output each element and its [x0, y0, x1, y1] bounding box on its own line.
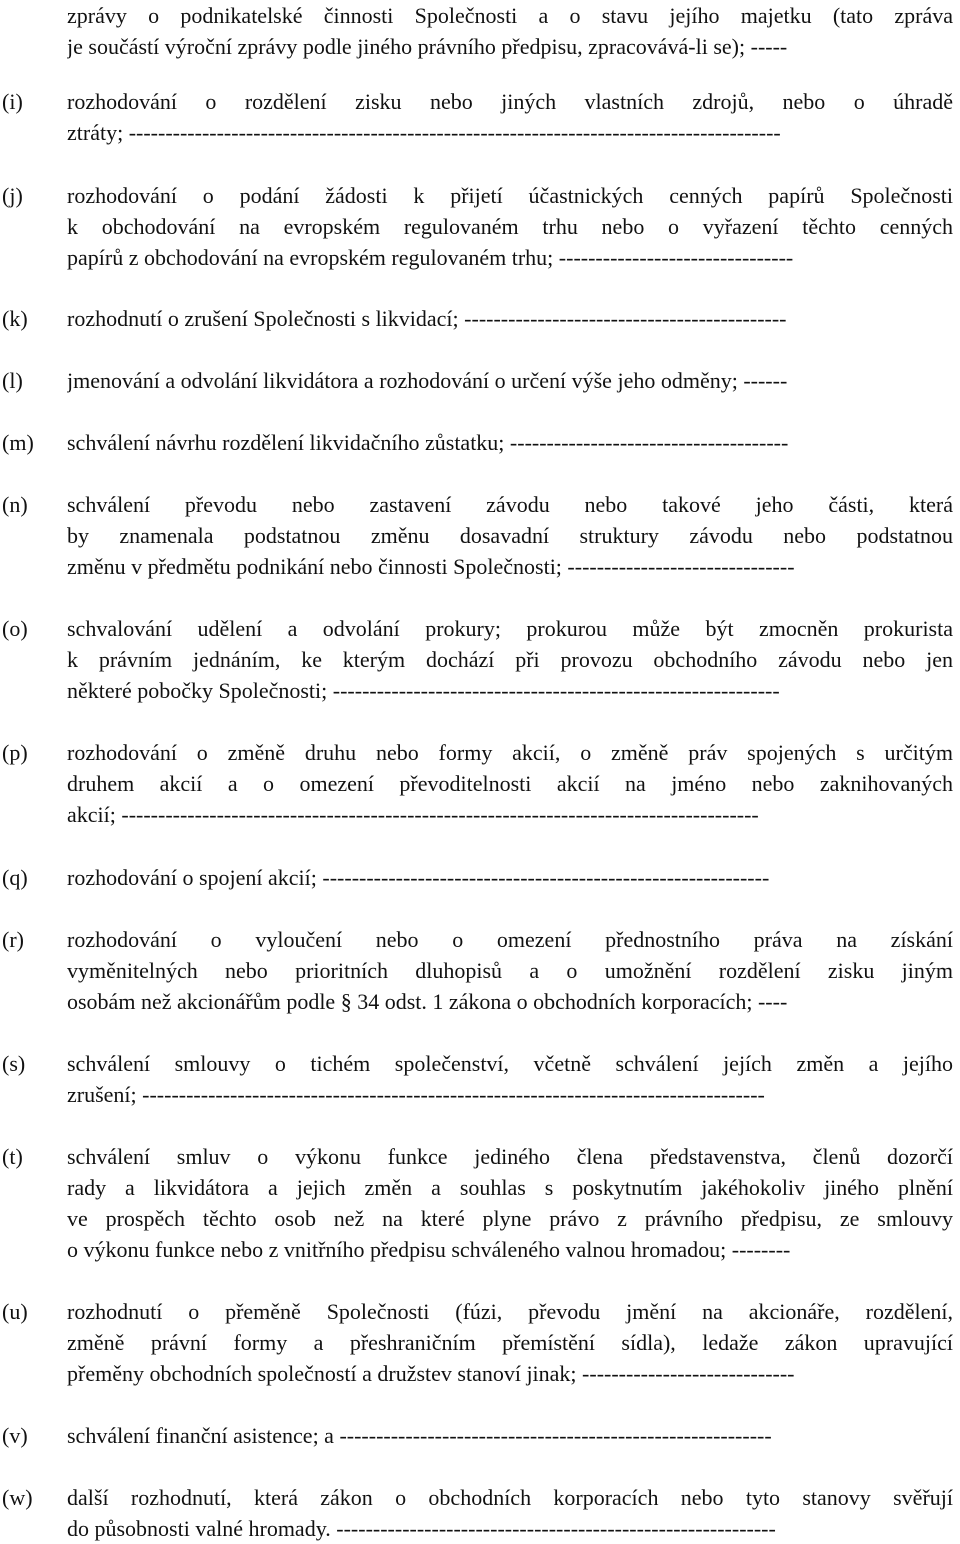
- item-label: (s): [2, 1051, 26, 1076]
- text-line: změně právní formy a přeshraničním přemístění sídla), ledaže zákon upravující: [67, 1330, 953, 1355]
- item-label: (j): [2, 183, 23, 208]
- text-line: schválení smluv o výkonu funkce jediného člena představenstva, členů dozorčí: [67, 1144, 953, 1169]
- item-label: (p): [2, 740, 28, 765]
- text-line: schvalování udělení a odvolání prokury; prokurou může být zmocněn prokurista: [67, 616, 953, 641]
- item-label: (w): [2, 1485, 33, 1510]
- item-label: (i): [2, 89, 23, 114]
- text-line: rady a likvidátora a jejich změn a souhlas s poskytnutím jakéhokoliv jiného plnění: [67, 1175, 953, 1200]
- item-label: (k): [2, 306, 28, 331]
- item-text: [67, 0, 953, 62]
- text-line: k obchodování na evropském regulovaném trhu nebo o vyřazení těchto cenných: [67, 214, 953, 239]
- text-line: schválení návrhu rozdělení likvidačního zůstatku; --------------------------------------: [67, 430, 789, 455]
- text-line: některé pobočky Společnosti; -------------------------------------------------------------: [67, 678, 780, 703]
- item-label: (l): [2, 368, 23, 393]
- text-line: rozhodování o rozdělení zisku nebo jiných vlastních zdrojů, nebo o úhradě: [67, 89, 953, 114]
- text-line: o výkonu funkce nebo z vnitřního předpisu schváleného valnou hromadou; --------: [67, 1237, 791, 1262]
- text-line: schválení převodu nebo zastavení závodu nebo takové jeho části, která: [67, 492, 953, 517]
- item-text: [67, 303, 953, 334]
- text-line: ztráty; -----------------------------------------------------------------------------------------: [67, 120, 781, 145]
- text-line: by znamenala podstatnou změnu dosavadní struktury závodu nebo podstatnou: [67, 523, 953, 548]
- text-line: jmenování a odvolání likvidátora a rozhodování o určení výše jeho odměny; ------: [67, 368, 788, 393]
- item-label: (u): [2, 1299, 28, 1324]
- text-line: rozhodnutí o zrušení Společnosti s likvidací; --------------------------------------------: [67, 306, 787, 331]
- item-label: (r): [2, 927, 24, 952]
- item-text: [67, 613, 953, 706]
- item-text: [67, 427, 953, 458]
- text-line: k právním jednáním, ke kterým dochází při provozu obchodního závodu nebo jen: [67, 647, 953, 672]
- item-label: (q): [2, 865, 28, 890]
- text-line: papírů z obchodování na evropském regulovaném trhu; --------------------------------: [67, 245, 794, 270]
- item-label: (o): [2, 616, 28, 641]
- item-text: [67, 86, 953, 148]
- text-line: rozhodování o změně druhu nebo formy akcií, o změně práv spojených s určitým: [67, 740, 953, 765]
- text-line: ve prospěch těchto osob než na které plyne právo z právního předpisu, ze smlouvy: [67, 1206, 953, 1231]
- item-label: (t): [2, 1144, 23, 1169]
- item-label: (n): [2, 492, 28, 517]
- item-text: [67, 862, 953, 893]
- text-line: schválení smlouvy o tichém společenství, včetně schválení jejích změn a jejího: [67, 1051, 953, 1076]
- item-text: [67, 924, 953, 1017]
- item-text: [67, 1141, 953, 1265]
- text-line: změnu v předmětu podnikání nebo činnosti Společnosti; -------------------------------: [67, 554, 795, 579]
- item-text: [67, 1482, 953, 1544]
- item-text: [67, 365, 953, 396]
- text-line: je součástí výroční zprávy podle jiného právního předpisu, zpracovává-li se); -----: [67, 34, 788, 59]
- item-text: [67, 1420, 953, 1451]
- text-line: druhem akcií a o omezení převoditelnosti akcií na jméno nebo zaknihovaných: [67, 771, 953, 796]
- text-line: osobám než akcionářům podle § 34 odst. 1 zákona o obchodních korporacích; ----: [67, 989, 788, 1014]
- item-label: (m): [2, 430, 34, 455]
- text-line: rozhodování o podání žádosti k přijetí účastnických cenných papírů Společnosti: [67, 183, 953, 208]
- text-line: rozhodnutí o přeměně Společnosti (fúzi, převodu jmění na akcionáře, rozdělení,: [67, 1299, 953, 1324]
- text-line: další rozhodnutí, která zákon o obchodních korporacích nebo tyto stanovy svěřují: [67, 1485, 953, 1510]
- text-line: rozhodování o spojení akcií; -------------------------------------------------------------: [67, 865, 770, 890]
- item-text: [67, 180, 953, 273]
- item-label: (v): [2, 1423, 28, 1448]
- text-line: rozhodování o vyloučení nebo o omezení přednostního práva na získání: [67, 927, 953, 952]
- item-text: [67, 489, 953, 582]
- text-line: akcií; ---------------------------------------------------------------------------------------: [67, 802, 759, 827]
- item-text: [67, 737, 953, 830]
- text-line: přeměny obchodních společností a družstev stanoví jinak; -----------------------------: [67, 1361, 795, 1386]
- text-line: schválení finanční asistence; a -----------------------------------------------------------: [67, 1423, 772, 1448]
- text-line: zprávy o podnikatelské činnosti Společnosti a o stavu jejího majetku (tato zpráva: [67, 3, 953, 28]
- text-line: do působnosti valné hromady. ------------------------------------------------------------: [67, 1516, 776, 1541]
- item-text: [67, 1296, 953, 1389]
- item-text: [67, 1048, 953, 1110]
- text-line: zrušení; -------------------------------------------------------------------------------------: [67, 1082, 765, 1107]
- text-line: vyměnitelných nebo prioritních dluhopisů a o umožnění rozdělení zisku jiným: [67, 958, 953, 983]
